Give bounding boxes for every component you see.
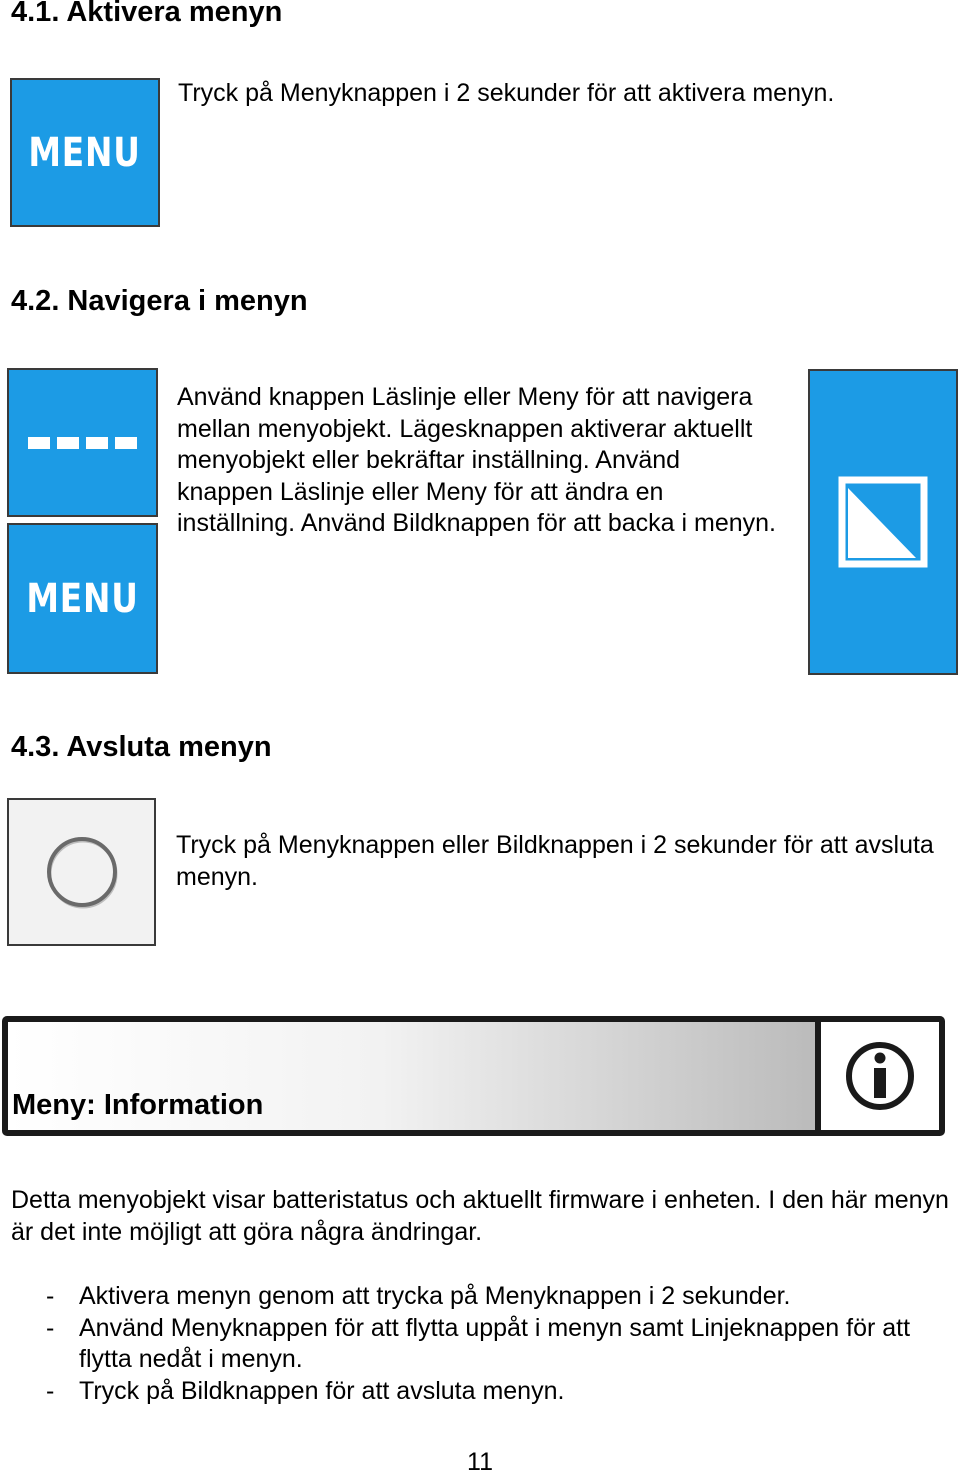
info-menu-description: Detta menyobjekt visar batteristatus och aktuellt firmware i enheten. I den här menyn är det inte möjligt att göra några ändringar. [11, 1186, 949, 1246]
info-icon [844, 1040, 916, 1112]
bullet-text: Använd Menyknappen för att flytta uppåt i menyn samt Linjeknappen för att flytta nedåt i menyn. [79, 1313, 911, 1373]
page-number: 11 [467, 1448, 493, 1476]
dashed-line-icon [28, 433, 138, 453]
navigate-menu-text: Använd knappen Läslinje eller Meny för att navigera mellan menyobjekt. Lägesknappen aktiverar aktuellt menyobjekt eller bekräftar inställning. Använd knappen Läslinje eller Meny för att ändra en inställning. Använd Bildknappen för att backa i menyn. [177, 383, 776, 537]
bullet-text: Tryck på Bildknappen för att avsluta menyn. [79, 1376, 565, 1405]
list-item [46, 1376, 936, 1408]
bullet-marker: - [46, 1282, 55, 1310]
info-menu-steps [46, 1281, 936, 1407]
info-menu-title: Meny: Information [12, 1089, 264, 1121]
heading-activate-menu: 4.1. Aktivera menyn [11, 0, 283, 28]
menu-button-image-2 [7, 523, 158, 674]
bullet-text: Aktivera menyn genom att trycka på Menyknappen i 2 sekunder. [79, 1282, 791, 1310]
image-button-image [808, 369, 958, 675]
list-item [46, 1281, 936, 1313]
bullet-marker: - [46, 1376, 55, 1405]
mode-button-image [7, 798, 156, 946]
heading-exit-menu: 4.3. Avsluta menyn [11, 731, 272, 763]
circle-icon [42, 832, 122, 912]
menu-button-label: MENU [28, 129, 142, 176]
menu-button-image [10, 78, 160, 227]
triangle-image-icon [838, 476, 928, 568]
line-button-image [7, 368, 158, 517]
bullet-marker: - [46, 1313, 55, 1342]
menu-button-label: MENU [26, 575, 139, 622]
info-icon-cell [815, 1022, 939, 1130]
list-item [46, 1313, 936, 1376]
heading-navigate-menu: 4.2. Navigera i menyn [11, 285, 308, 317]
exit-menu-text: Tryck på Menyknappen eller Bildknappen i 2 sekunder för att avsluta menyn. [176, 831, 934, 891]
activate-menu-text: Tryck på Menyknappen i 2 sekunder för att aktivera menyn. [178, 79, 835, 107]
info-menu-banner [2, 1016, 945, 1136]
